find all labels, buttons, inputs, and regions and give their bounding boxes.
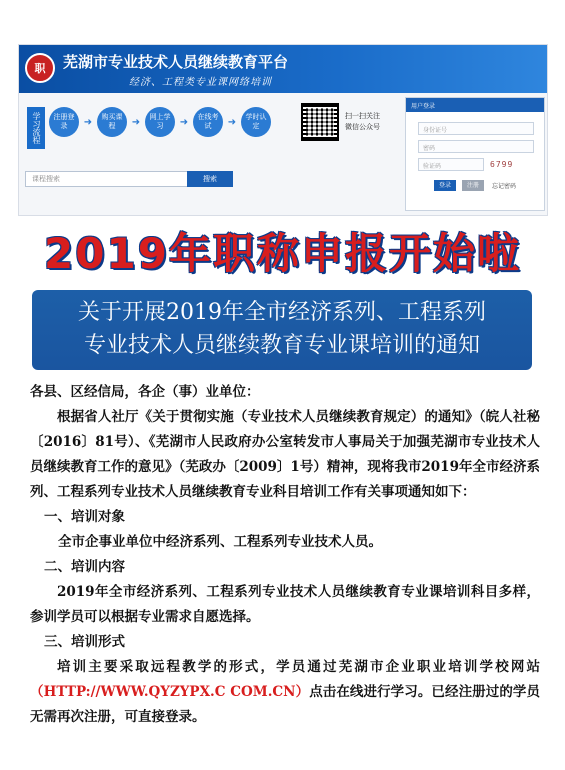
portal-title: 芜湖市专业技术人员继续教育平台 — [63, 53, 289, 71]
step-online-study[interactable]: 网上学习 — [145, 107, 175, 137]
step-buy-course[interactable]: 购买课程 — [97, 107, 127, 137]
qr-caption-line2: 微信公众号 — [345, 123, 380, 131]
forgot-password-link[interactable]: 忘记密码 — [492, 183, 517, 190]
portal-subtitle: 经济、工程类专业课网络培训 — [129, 77, 272, 88]
arrow-right-icon: ➜ — [131, 116, 141, 128]
section-2-text: 2019年全市经济系列、工程系列专业技术人员继续教育专业课培训科目多样，参训学员可以根据专业需求自愿选择。 — [30, 584, 540, 625]
step-credit[interactable]: 学时认定 — [241, 107, 271, 137]
password-field[interactable]: 密码 — [418, 140, 534, 153]
flow-tag: 学习流程 — [27, 107, 45, 149]
section-2-heading: 二、培训内容 — [44, 559, 125, 575]
step-online-exam[interactable]: 在线考试 — [193, 107, 223, 137]
captcha-field[interactable]: 验证码 — [418, 158, 484, 171]
register-button[interactable]: 注册 — [462, 180, 484, 191]
search-button[interactable]: 搜索 — [187, 171, 233, 187]
qr-caption-line1: 扫一扫关注 — [345, 112, 380, 120]
portal-logo — [25, 53, 55, 83]
notice-title-line1: 关于开展2019年全市经济系列、工程系列 — [78, 300, 486, 325]
notice-title-box — [32, 290, 532, 370]
arrow-right-icon: ➜ — [83, 116, 93, 128]
section-1-heading: 一、培训对象 — [44, 509, 125, 525]
qr-caption — [345, 111, 380, 133]
login-title: 用户登录 — [406, 98, 544, 112]
section-1-text: 全市企事业单位中经济系列、工程系列专业技术人员。 — [58, 534, 382, 550]
id-number-field[interactable]: 身份证号 — [418, 122, 534, 135]
login-panel — [405, 97, 545, 211]
captcha-image[interactable]: 6799 — [490, 160, 514, 169]
qr-code-icon — [301, 103, 339, 141]
portal-screenshot — [18, 44, 548, 216]
headline-banner: 2019年职称申报开始啦 — [44, 229, 521, 278]
arrow-right-icon: ➜ — [179, 116, 189, 128]
section-3-text-after: 点击在线进行学习。已经注册过的学员无需再次注册，可直接登录。 — [30, 684, 540, 725]
arrow-right-icon: ➜ — [227, 116, 237, 128]
portal-body — [19, 93, 548, 216]
training-site-url[interactable]: （HTTP://WWW.QYZYPX.C COM.CN） — [30, 684, 310, 700]
logo-text: 职 — [34, 62, 46, 75]
notice-title-line2: 专业技术人员继续教育专业课培训的通知 — [83, 333, 480, 358]
intro-paragraph: 根据省人社厅《关于贯彻实施（专业技术人员继续教育规定）的通知》（皖人社秘〔2016〕81号）、《芜湖市人民政府办公室转发市人事局关于加强芜湖市专业技术人员继续教育工作的意见》（芜政办〔2009〕1号）精神，现将我市2019年全市经济系列、工程系列专业技术人员继续教育专业科目培训工作有关事项通知如下： — [30, 409, 540, 500]
course-search-input[interactable]: 课程搜索 — [25, 171, 225, 187]
salutation: 各县、区经信局，各企（事）业单位： — [30, 384, 260, 400]
login-button[interactable]: 登录 — [434, 180, 456, 191]
section-3-text-before: 培训主要采取远程教学的形式，学员通过芜湖市企业职业培训学校网站 — [57, 659, 540, 675]
section-3-heading: 三、培训形式 — [44, 634, 125, 650]
step-register[interactable]: 注册登录 — [49, 107, 79, 137]
portal-header — [19, 45, 548, 93]
notice-body — [30, 380, 540, 730]
section-3-text — [30, 655, 540, 730]
learning-flow — [49, 107, 271, 137]
